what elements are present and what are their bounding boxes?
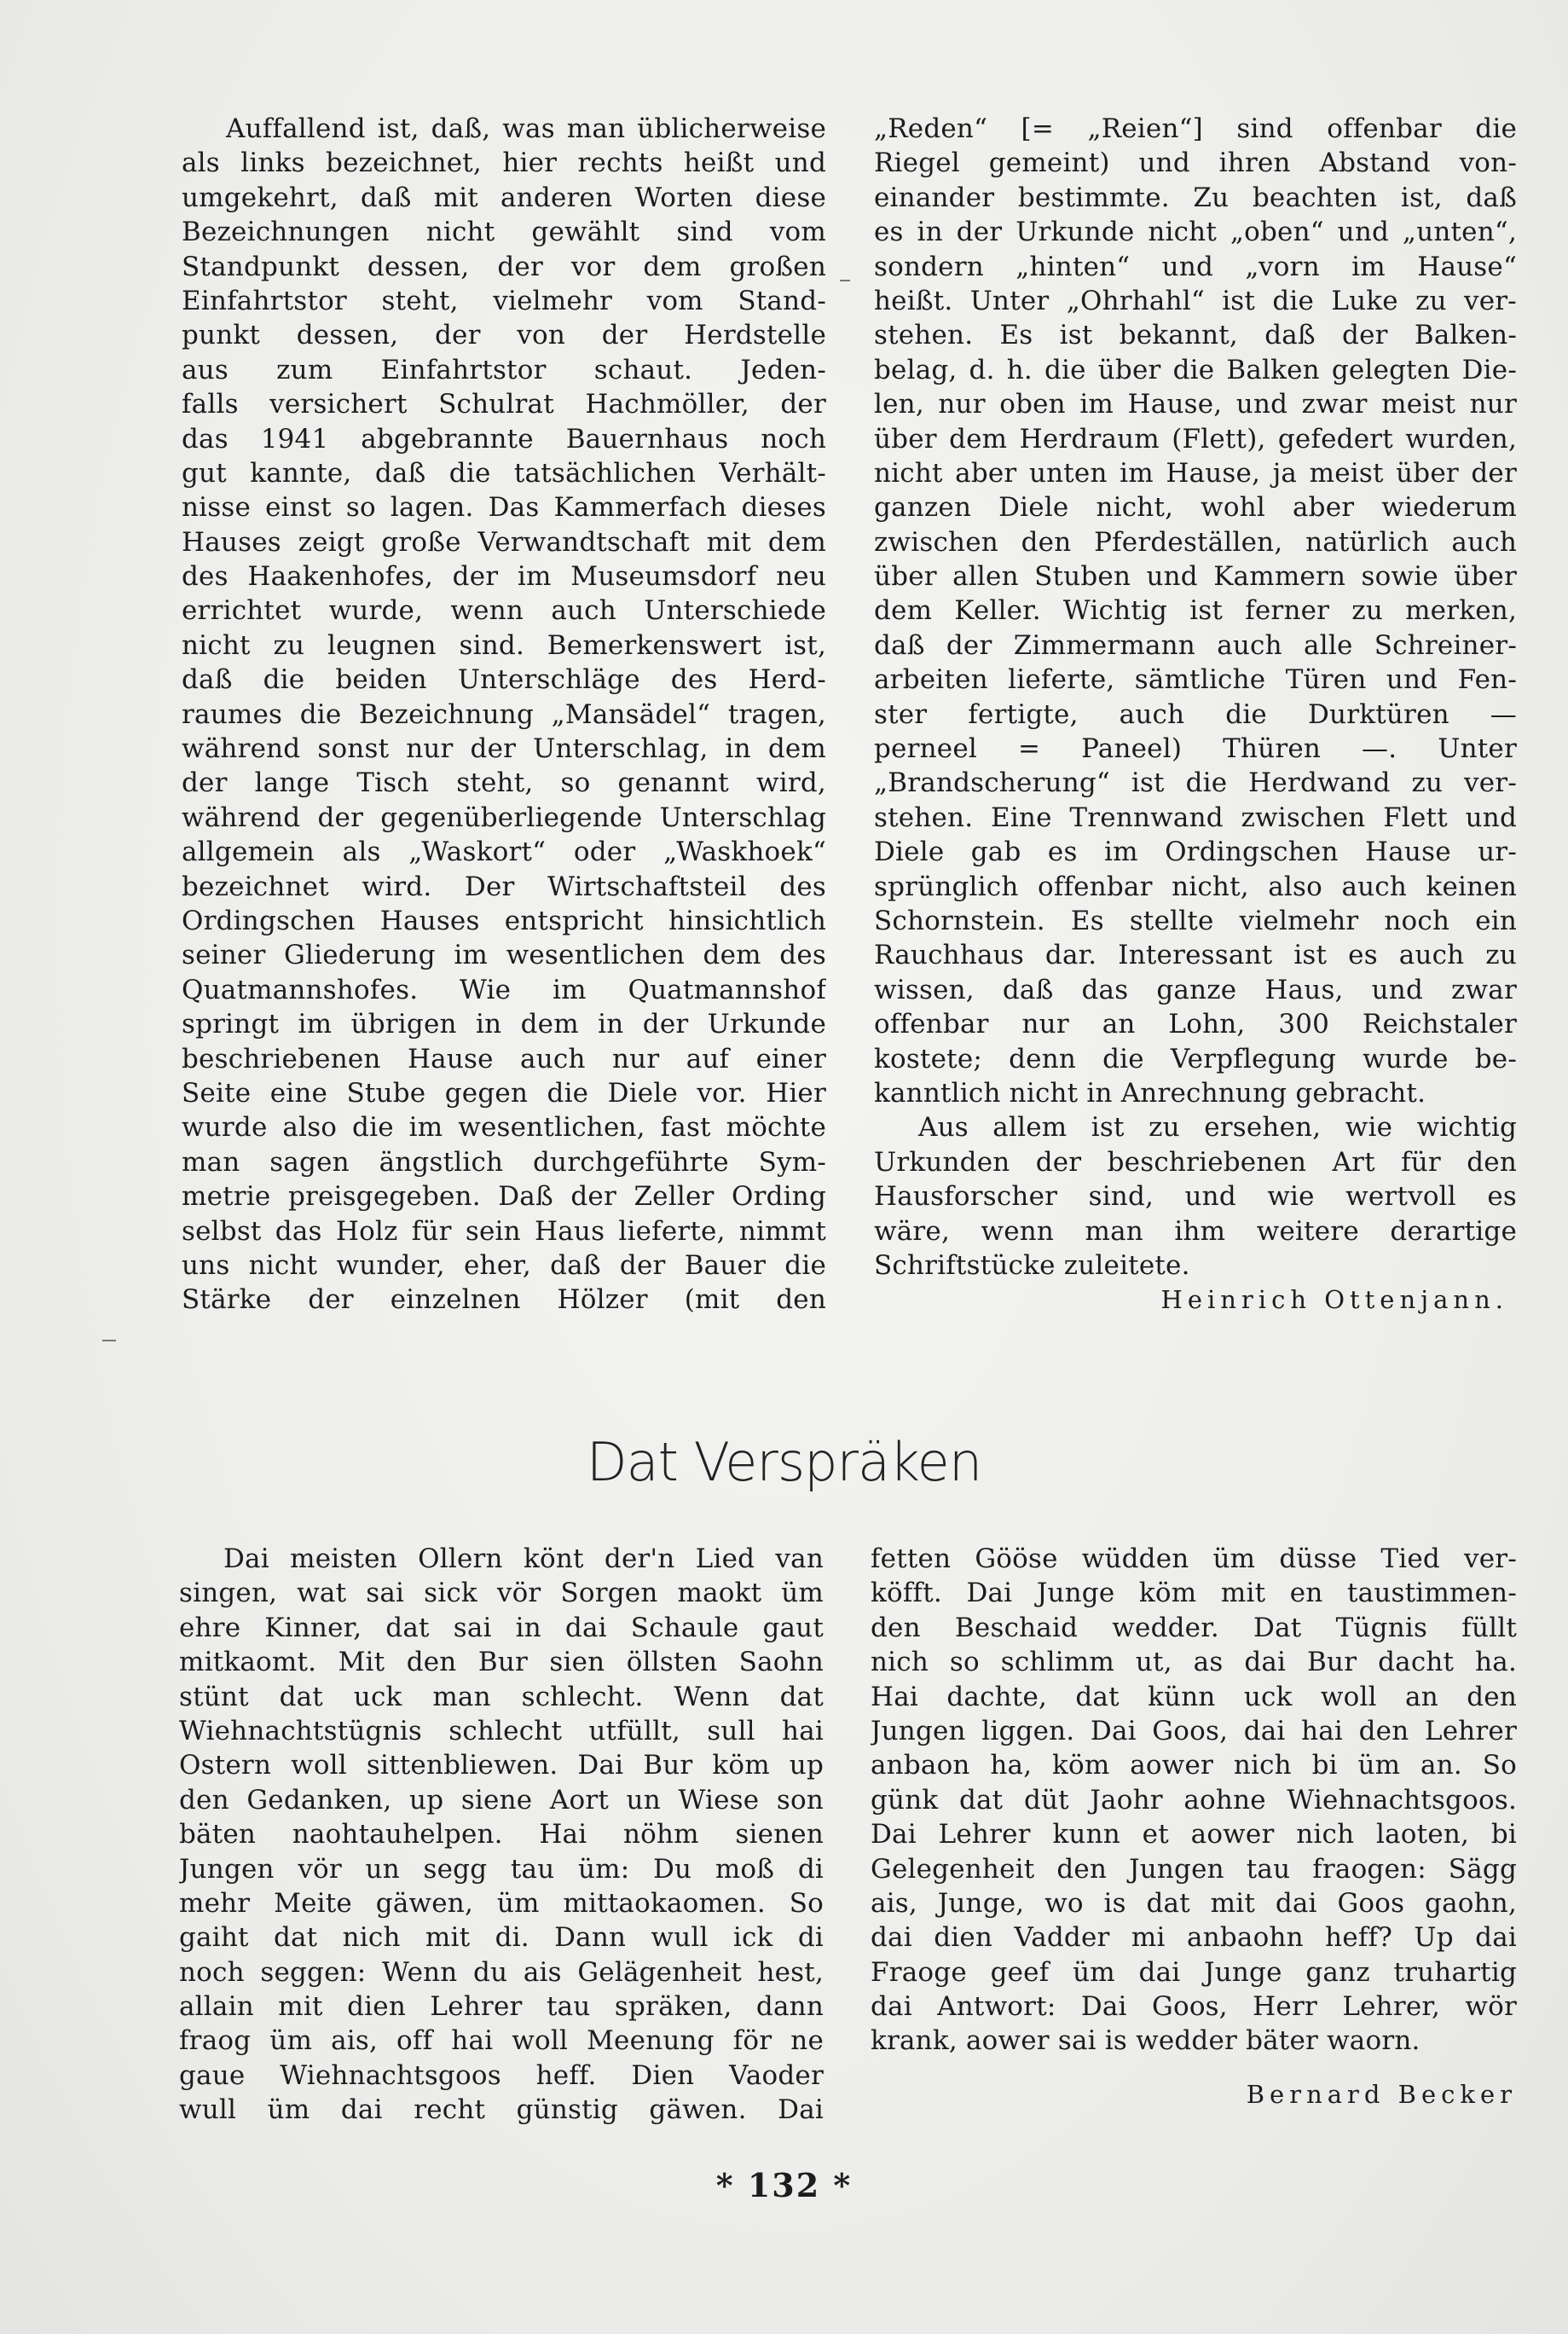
text-line bbox=[182, 181, 826, 215]
text-line-content: arbeiten lieferte, sämtliche Türen und Fen- bbox=[874, 664, 1517, 696]
text-line bbox=[871, 1989, 1517, 2024]
text-line-content: einander bestimmte. Zu beachten ist, daß bbox=[874, 182, 1517, 213]
text-line bbox=[179, 1576, 824, 1610]
text-line-content: Rauchhaus dar. Interessant ist es auch zu bbox=[874, 940, 1517, 971]
article2-left-column bbox=[179, 1542, 824, 2128]
text-line bbox=[874, 1007, 1517, 1041]
text-line bbox=[874, 181, 1517, 215]
text-line-content: Gelegenheit den Jungen tau fraogen: Sägg bbox=[871, 1853, 1517, 1885]
text-line bbox=[182, 594, 826, 628]
text-line-content: wull üm dai recht günstig gäwen. Dai bbox=[179, 2094, 824, 2126]
text-line bbox=[182, 973, 826, 1007]
text-line bbox=[874, 353, 1517, 387]
text-line bbox=[182, 1110, 826, 1144]
article2-title: Dat Versprӓken bbox=[586, 1431, 982, 1493]
text-line-content: man sagen ängstlich durchgeführte Sym- bbox=[182, 1146, 826, 1178]
text-line-content: belag, d. h. die über die Balken gelegten Die- bbox=[874, 354, 1517, 385]
text-line bbox=[182, 525, 826, 559]
text-line-content: errichtet wurde, wenn auch Unterschiede bbox=[182, 595, 826, 627]
author-name: Heinrich Ottenjann. bbox=[1160, 1285, 1508, 1315]
text-line-content: bezeichnet wird. Der Wirtschaftsteil des bbox=[182, 871, 826, 902]
text-line-content: kanntlich nicht in Anrechnung gebracht. bbox=[874, 1077, 1426, 1109]
text-line bbox=[182, 146, 826, 180]
text-line-content: Ordingschen Hauses entspricht hinsichtlich bbox=[182, 905, 826, 936]
text-line bbox=[871, 1542, 1517, 1576]
text-line-content: den Gedanken, up siene Aort un Wiese son bbox=[179, 1784, 824, 1816]
text-line bbox=[874, 698, 1517, 732]
text-line-content: „Brandscherung“ ist die Herdwand zu ver- bbox=[874, 767, 1517, 799]
text-line-content: dem Keller. Wichtig ist ferner zu merken, bbox=[874, 595, 1517, 627]
article2-right-column bbox=[871, 1542, 1517, 2111]
text-line-content: fetten Gööse wüdden üm düsse Tied ver- bbox=[871, 1543, 1517, 1574]
text-line-content: nicht zu leugnen sind. Bemerkenswert ist, bbox=[182, 629, 826, 661]
text-line-content: len, nur oben im Hause, und zwar meist nur bbox=[874, 389, 1517, 420]
text-line bbox=[179, 1748, 824, 1782]
text-line-content: des Haakenhofes, der im Museumsdorf neu bbox=[182, 561, 826, 593]
text-line bbox=[182, 1248, 826, 1283]
text-line bbox=[182, 1179, 826, 1213]
text-line-content: Aus allem ist zu ersehen, wie wichtig bbox=[918, 1112, 1517, 1144]
text-line-content: Hauses zeigt große Verwandtschaft mit dem bbox=[182, 526, 826, 558]
text-line bbox=[874, 146, 1517, 180]
text-line bbox=[182, 215, 826, 249]
text-line-content: gaiht dat nich mit di. Dann wull ick di bbox=[179, 1922, 824, 1954]
text-line-content: das 1941 abgebrannte Bauernhaus noch bbox=[182, 423, 826, 455]
text-line bbox=[179, 1886, 824, 1920]
text-line-content: springt im übrigen in dem in der Urkunde bbox=[182, 1009, 826, 1040]
text-line bbox=[874, 1179, 1517, 1213]
text-line bbox=[871, 1886, 1517, 1920]
text-line-content: Hausforscher sind, und wie wertvoll es bbox=[874, 1181, 1517, 1213]
text-line bbox=[179, 1783, 824, 1817]
text-line bbox=[182, 628, 826, 663]
text-line-content: daß die beiden Unterschläge des Herd- bbox=[182, 664, 826, 696]
text-line-content: nich so schlimm ut, as dai Bur dacht ha. bbox=[871, 1647, 1517, 1678]
text-line bbox=[874, 318, 1517, 352]
text-line-content: raumes die Bezeichnung „Mansädel“ tragen, bbox=[182, 698, 826, 730]
text-line-content: noch seggen: Wenn du ais Gelägenheit hest, bbox=[179, 1956, 824, 1988]
text-line bbox=[871, 1920, 1517, 1955]
text-line-content: kostete; denn die Verpflegung wurde be- bbox=[874, 1043, 1517, 1074]
text-line-content: zwischen den Pferdeställen, natürlich auch bbox=[874, 526, 1517, 558]
text-line bbox=[874, 250, 1517, 284]
text-line bbox=[179, 1989, 824, 2024]
text-line-content: mitkaomt. Mit den Bur sien öllsten Saohn bbox=[179, 1647, 824, 1678]
text-line bbox=[871, 1955, 1517, 1989]
text-line bbox=[182, 559, 826, 594]
text-line bbox=[874, 1248, 1517, 1283]
text-line bbox=[874, 766, 1517, 800]
text-line bbox=[874, 732, 1517, 766]
text-line bbox=[182, 835, 826, 869]
text-line bbox=[871, 1680, 1517, 1714]
article1-left-column bbox=[182, 112, 826, 1318]
text-line bbox=[182, 387, 826, 421]
text-line bbox=[182, 250, 826, 284]
text-line bbox=[874, 663, 1517, 697]
text-line-content: „Reden“ [= „Reien“] sind offenbar die bbox=[874, 113, 1517, 144]
text-line bbox=[182, 456, 826, 490]
author-name: Bernard Becker bbox=[1246, 2079, 1517, 2109]
text-line-content: uns nicht wunder, eher, daß der Bauer die bbox=[182, 1249, 826, 1281]
text-line bbox=[179, 1955, 824, 1989]
text-line-content: daß der Zimmermann auch alle Schreiner- bbox=[874, 629, 1517, 661]
page-number: * 132 * bbox=[715, 2166, 853, 2204]
text-line-content: gaue Wiehnachtsgoos heff. Dien Vaoder bbox=[179, 2059, 824, 2091]
text-line bbox=[874, 422, 1517, 456]
text-line-content: während sonst nur der Unterschlag, in dem bbox=[182, 733, 826, 765]
text-line-content: stehen. Es ist bekannt, daß der Balken- bbox=[874, 320, 1517, 351]
text-line-content: offenbar nur an Lohn, 300 Reichstaler bbox=[874, 1009, 1517, 1040]
text-line-content: seiner Gliederung im wesentlichen dem des bbox=[182, 940, 826, 971]
text-line-content: Jungen vör un segg tau üm: Du moß di bbox=[179, 1853, 824, 1885]
text-line bbox=[182, 663, 826, 697]
text-line-content: punkt dessen, der von der Herdstelle bbox=[182, 320, 826, 351]
text-line-content: Riegel gemeint) und ihren Abstand von- bbox=[874, 148, 1517, 179]
text-line-content: Schornstein. Es stellte vielmehr noch ein bbox=[874, 905, 1517, 936]
text-line bbox=[874, 1145, 1517, 1179]
text-line bbox=[179, 1920, 824, 1955]
text-line-content: Ostern woll sittenbliewen. Dai Bur köm up bbox=[179, 1750, 824, 1781]
text-line-content: wäre, wenn man ihm weitere derartige bbox=[874, 1215, 1517, 1247]
text-line bbox=[182, 318, 826, 352]
text-line bbox=[874, 387, 1517, 421]
text-line bbox=[182, 422, 826, 456]
text-line-content: wurde also die im wesentlichen, fast möchte bbox=[182, 1112, 826, 1144]
text-line-content: Seite eine Stube gegen die Diele vor. Hier bbox=[182, 1077, 826, 1109]
text-line-content: Dai Lehrer kunn et aower nich laoten, bi bbox=[871, 1819, 1517, 1850]
text-line bbox=[874, 215, 1517, 249]
text-line-content: Urkunden der beschriebenen Art für den bbox=[874, 1146, 1517, 1178]
text-line-content: Einfahrtstor steht, vielmehr vom Stand- bbox=[182, 285, 826, 316]
text-line bbox=[182, 284, 826, 318]
text-line bbox=[182, 1145, 826, 1179]
text-line bbox=[182, 1076, 826, 1110]
text-line-content: nicht aber unten im Hause, ja meist über der bbox=[874, 457, 1517, 489]
text-line bbox=[871, 1645, 1517, 1679]
author-signature bbox=[874, 1283, 1517, 1317]
text-line bbox=[179, 2093, 824, 2127]
text-line bbox=[871, 2024, 1517, 2058]
text-line bbox=[182, 904, 826, 938]
text-line bbox=[871, 1852, 1517, 1886]
text-line bbox=[874, 1214, 1517, 1248]
text-line bbox=[182, 1042, 826, 1076]
text-line-content: Stärke der einzelnen Hölzer (mit den bbox=[182, 1284, 826, 1316]
text-line bbox=[871, 1817, 1517, 1851]
text-line bbox=[182, 1283, 826, 1317]
text-line bbox=[874, 284, 1517, 318]
text-line-content: den Beschaid wedder. Dat Tügnis füllt bbox=[871, 1612, 1517, 1643]
text-line-content: Quatmannshofes. Wie im Quatmannshof bbox=[182, 974, 826, 1005]
text-line bbox=[179, 1817, 824, 1851]
text-line bbox=[874, 112, 1517, 146]
text-line bbox=[871, 1714, 1517, 1748]
text-line-content: gut kannte, daß die tatsächlichen Verhält- bbox=[182, 457, 826, 489]
text-line-content: sprünglich offenbar nicht, also auch keinen bbox=[874, 871, 1517, 902]
text-line-content: stünt dat uck man schlecht. Wenn dat bbox=[179, 1681, 824, 1712]
text-line-content: ster fertigte, auch die Durktüren — bbox=[874, 698, 1517, 730]
text-line bbox=[874, 1076, 1517, 1110]
text-line bbox=[179, 1542, 824, 1576]
article1-right-column bbox=[874, 112, 1517, 1318]
text-line-content: ehre Kinner, dat sai in dai Schaule gaut bbox=[179, 1612, 824, 1643]
text-line-content: köfft. Dai Junge köm mit en taustimmen- bbox=[871, 1578, 1517, 1609]
text-line bbox=[179, 1714, 824, 1748]
text-line bbox=[874, 938, 1517, 972]
text-line-content: Standpunkt dessen, der vor dem großen bbox=[182, 251, 826, 282]
text-line bbox=[182, 1007, 826, 1041]
text-line-content: während der gegenüberliegende Unterschlag bbox=[182, 802, 826, 833]
text-line bbox=[874, 594, 1517, 628]
text-line-content: falls versichert Schulrat Hachmöller, der bbox=[182, 389, 826, 420]
text-line bbox=[871, 1748, 1517, 1782]
text-line-content: beschriebenen Hause auch nur auf einer bbox=[182, 1043, 826, 1074]
text-line bbox=[179, 1611, 824, 1645]
text-line bbox=[871, 1783, 1517, 1817]
text-line-content: anbaon ha, köm aower nich bi üm an. So bbox=[871, 1750, 1517, 1781]
text-line bbox=[182, 490, 826, 524]
text-line-content: Hai dachte, dat künn uck woll an den bbox=[871, 1681, 1517, 1712]
text-line-content: Fraoge geef üm dai Junge ganz truhartig bbox=[871, 1956, 1517, 1988]
text-line-content: allain mit dien Lehrer tau spräken, dann bbox=[179, 1991, 824, 2023]
text-line bbox=[182, 938, 826, 972]
text-line-content: metrie preisgegeben. Daß der Zeller Ording bbox=[182, 1181, 826, 1213]
text-line bbox=[182, 766, 826, 800]
text-line-content: Schriftstücke zuleitete. bbox=[874, 1249, 1190, 1281]
text-line bbox=[874, 904, 1517, 938]
text-line-content: Jungen liggen. Dai Goos, dai hai den Lehrer bbox=[871, 1715, 1517, 1746]
text-line-content: Bezeichnungen nicht gewählt sind vom bbox=[182, 217, 826, 248]
text-line bbox=[874, 835, 1517, 869]
text-line-content: fraog üm ais, off hai woll Meenung för ne bbox=[179, 2025, 824, 2057]
text-line bbox=[182, 1214, 826, 1248]
text-line bbox=[874, 973, 1517, 1007]
text-line bbox=[179, 1852, 824, 1886]
text-line-content: selbst das Holz für sein Haus lieferte, nimmt bbox=[182, 1215, 826, 1247]
text-line bbox=[874, 525, 1517, 559]
text-line-content: Wiehnachtstügnis schlecht utfüllt, sull hai bbox=[179, 1715, 824, 1746]
text-line-content: dai dien Vadder mi anbaohn heff? Up dai bbox=[871, 1922, 1517, 1954]
text-line-content: bäten naohtauhelpen. Hai nöhm sienen bbox=[179, 1819, 824, 1850]
text-line bbox=[871, 1611, 1517, 1645]
text-line-content: Auffallend ist, daß, was man üblicherweise bbox=[226, 113, 826, 144]
text-line bbox=[179, 2024, 824, 2058]
text-line bbox=[179, 1645, 824, 1679]
text-line-content: Diele gab es im Ordingschen Hause ur- bbox=[874, 837, 1517, 868]
text-line-content: ganzen Diele nicht, wohl aber wiederum bbox=[874, 492, 1517, 524]
text-line-content: krank, aower sai is wedder bäter waorn. bbox=[871, 2025, 1420, 2057]
margin-mark bbox=[102, 1340, 116, 1341]
text-line-content: singen, wat sai sick vör Sorgen maokt üm bbox=[179, 1578, 824, 1609]
text-line-content: nisse einst so lagen. Das Kammerfach dieses bbox=[182, 492, 826, 524]
text-line bbox=[179, 1680, 824, 1714]
text-line-content: aus zum Einfahrtstor schaut. Jeden- bbox=[182, 354, 826, 385]
text-line-content: Dai meisten Ollern könt der'n Lied van bbox=[223, 1543, 824, 1574]
text-line-content: über dem Herdraum (Flett), gefedert wurden, bbox=[874, 423, 1517, 455]
text-line bbox=[182, 801, 826, 835]
text-line bbox=[874, 1110, 1517, 1144]
text-line bbox=[874, 490, 1517, 524]
text-line bbox=[182, 112, 826, 146]
text-line bbox=[182, 698, 826, 732]
text-line-content: als links bezeichnet, hier rechts heißt und bbox=[182, 148, 826, 179]
text-line-content: stehen. Eine Trennwand zwischen Flett und bbox=[874, 802, 1517, 833]
text-line-content: umgekehrt, daß mit anderen Worten diese bbox=[182, 182, 826, 213]
text-line-content: heißt. Unter „Ohrhahl“ ist die Luke zu ver- bbox=[874, 285, 1517, 316]
text-line bbox=[182, 870, 826, 904]
text-line bbox=[182, 353, 826, 387]
text-line-content: perneel = Paneel) Thüren —. Unter bbox=[874, 733, 1517, 765]
text-line bbox=[874, 801, 1517, 835]
text-line-content: es in der Urkunde nicht „oben“ und „unten“, bbox=[874, 217, 1517, 248]
text-line-content: sondern „hinten“ und „vorn im Hause“ bbox=[874, 251, 1517, 282]
text-line bbox=[874, 456, 1517, 490]
text-line bbox=[874, 628, 1517, 663]
text-line bbox=[874, 559, 1517, 594]
text-line-content: günk dat düt Jaohr aohne Wiehnachtsgoos. bbox=[871, 1784, 1517, 1816]
text-line bbox=[874, 1042, 1517, 1076]
text-line bbox=[179, 2059, 824, 2093]
author-signature bbox=[871, 2077, 1517, 2111]
text-line-content: wissen, daß das ganze Haus, und zwar bbox=[874, 974, 1517, 1005]
margin-mark bbox=[840, 280, 850, 281]
text-line-content: mehr Meite gäwen, üm mittaokaomen. So bbox=[179, 1887, 824, 1919]
text-line bbox=[871, 1576, 1517, 1610]
text-line-content: der lange Tisch steht, so genannt wird, bbox=[182, 767, 826, 799]
text-line-content: allgemein als „Waskort“ oder „Waskhoek“ bbox=[182, 837, 826, 868]
text-line-content: über allen Stuben und Kammern sowie über bbox=[874, 561, 1517, 593]
text-line-content: ais, Junge, wo is dat mit dai Goos gaohn, bbox=[871, 1887, 1517, 1919]
text-line bbox=[874, 870, 1517, 904]
text-line-content: dai Antwort: Dai Goos, Herr Lehrer, wör bbox=[871, 1991, 1517, 2023]
text-line bbox=[182, 732, 826, 766]
